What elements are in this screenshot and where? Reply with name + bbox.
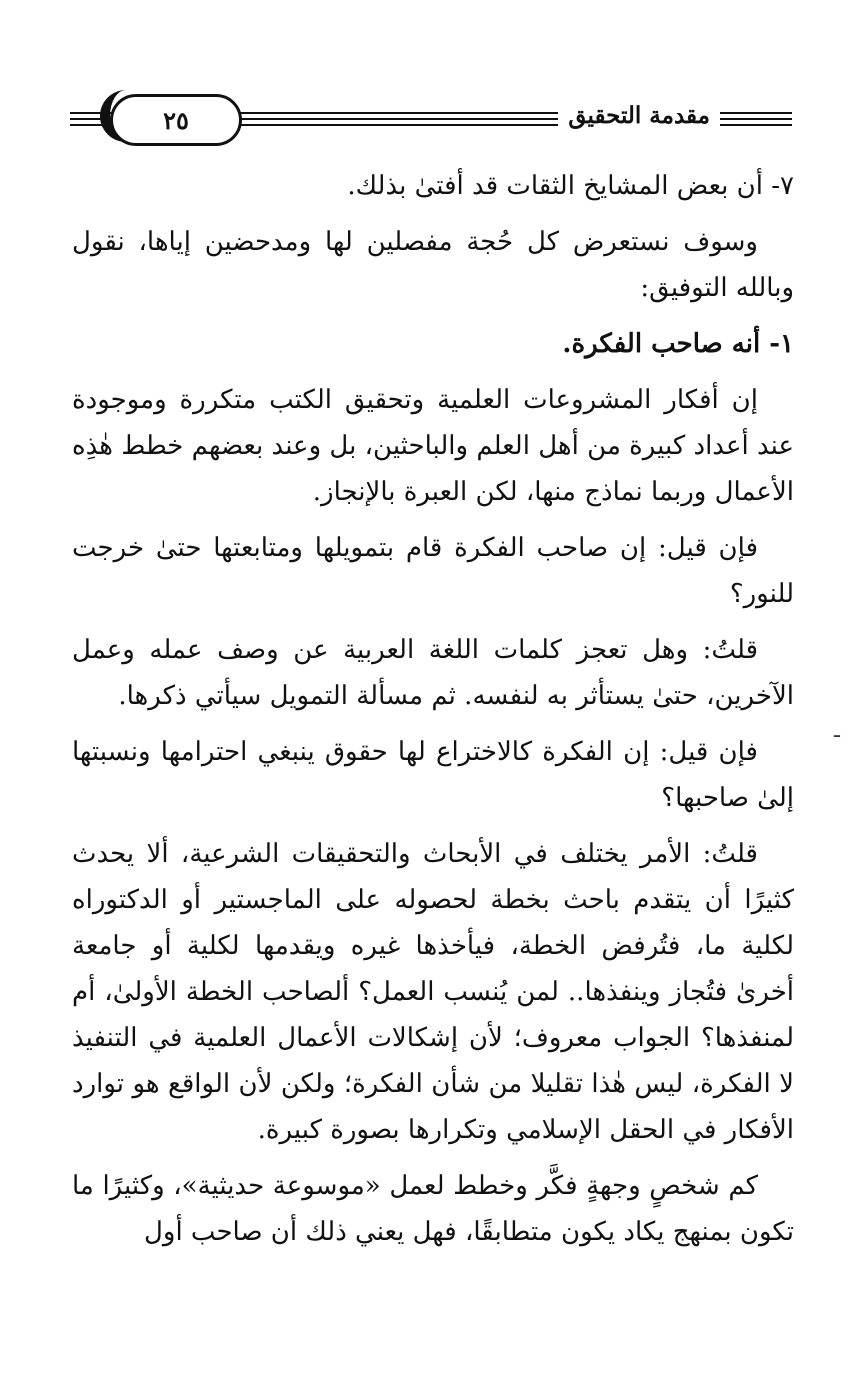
- paragraph: وسوف نستعرض كل حُجة مفصلين لها ومدحضين إياها، نقول وبالله التوفيق:: [72, 227, 794, 303]
- subheading: ١- أنه صاحب الفكرة.: [562, 329, 794, 359]
- paragraph: فإن قيل: إن الفكرة كالاختراع لها حقوق ينبغي احترامها ونسبتها إلىٰ صاحبها؟: [72, 737, 794, 813]
- paragraph: فإن قيل: إن صاحب الفكرة قام بتمويلها ومتابعتها حتىٰ خرجت للنور؟: [72, 533, 794, 609]
- page-body: [72, 163, 794, 1265]
- paragraph: كم شخصٍ وجهةٍ فكَّر وخطط لعمل «موسوعة حديثية»، وكثيرًا ما تكون بمنهج يكاد يكون متطابقًا، فهل يعني ذلك أن صاحب أول: [72, 1171, 794, 1247]
- margin-mark: ـ: [834, 718, 840, 742]
- paragraph: ٧- أن بعض المشايخ الثقات قد أفتىٰ بذلك.: [347, 171, 794, 201]
- page-number: ٢٥: [110, 94, 242, 146]
- section-title: مقدمة التحقيق: [558, 102, 720, 129]
- paragraph: قلتُ: وهل تعجز كلمات اللغة العربية عن وصف عمله وعمل الآخرين، حتىٰ يستأثر به لنفسه. ثم مسألة التمويل سيأتي ذكرها.: [72, 635, 794, 711]
- paragraph: إن أفكار المشروعات العلمية وتحقيق الكتب متكررة وموجودة عند أعداد كبيرة من أهل العلم والباحثين، بل وعند بعضهم خطط هٰذِه الأعمال وربما نماذج منها، لكن العبرة بالإنجاز.: [72, 385, 794, 507]
- paragraph: قلتُ: الأمر يختلف في الأبحاث والتحقيقات الشرعية، ألا يحدث كثيرًا أن يتقدم باحث بخطة لحصوله على الماجستير أو الدكتوراه لكلية ما، فتُرفض الخطة، فيأخذها غيره ويقدمها لكلية أو جامعة أخرىٰ فتُجاز وينفذها.. لمن يُنسب العمل؟ ألصاحب الخطة الأولىٰ، أم لمنفذها؟ الجواب معروف؛ لأن إشكالات الأعمال العلمية في التنفيذ لا الفكرة، ليس هٰذا تقليلا من شأن الفكرة؛ ولكن لأن الواقع هو توارد الأفكار في الحقل الإسلامي وتكرارها بصورة كبيرة.: [72, 839, 794, 1145]
- page-header: [70, 88, 792, 144]
